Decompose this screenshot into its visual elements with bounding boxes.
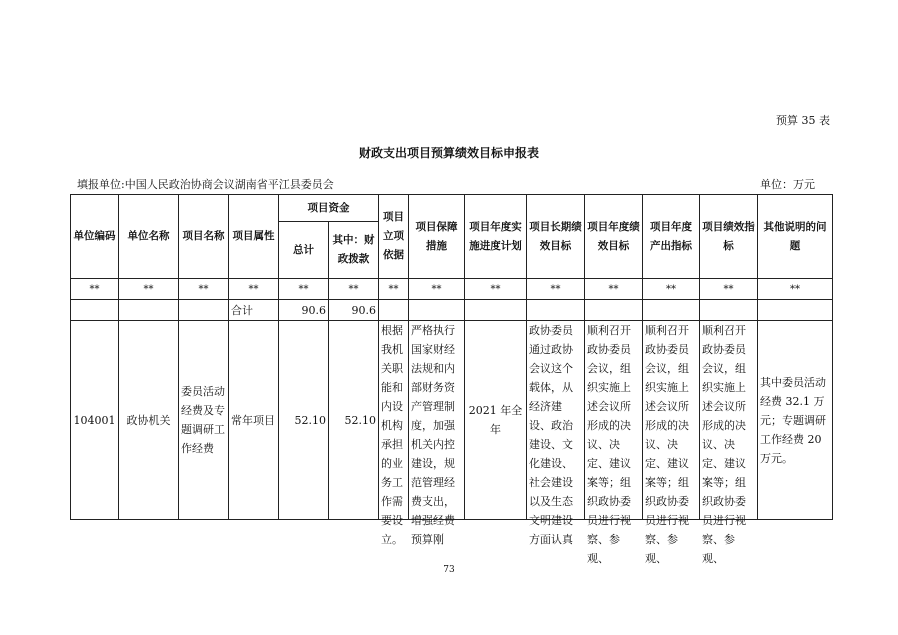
- cell-basis: 根据我机关职能和内设机构承担的业务工作需要设立。: [381, 324, 403, 546]
- total-amount: 90.6: [279, 300, 329, 321]
- page-title: 财政支出项目预算绩效目标申报表: [358, 146, 539, 160]
- header-project-attr: 项目属性: [229, 195, 279, 279]
- cell-output: 顺利召开政协委员会议，组织实施上述会议所形成的决议、决定、建议案等；组织政协委员进行视察、参观、: [645, 324, 689, 565]
- header-long-goal: 项目长期绩效目标: [527, 195, 585, 279]
- cell-fiscal: 52.10: [329, 321, 379, 520]
- cell-unit-name: 政协机关: [119, 321, 179, 520]
- header-funds: 项目资金: [279, 195, 379, 222]
- filler-unit: 填报单位:中国人民政治协商会议湖南省平江县委员会: [77, 178, 334, 191]
- table-row: [71, 321, 833, 520]
- total-fiscal: 90.6: [329, 300, 379, 321]
- star-cell: **: [758, 279, 833, 300]
- cell-long-goal: 政协委员通过政协会议这个载体，从经济建设、政治建设、文化建设、社会建设以及生态文明建设方面认真: [529, 324, 573, 546]
- star-cell: **: [465, 279, 527, 300]
- cell-annual-goal: 顺利召开政协委员会议，组织实施上述会议所形成的决议、决定、建议案等；组织政协委员进行视察、参观、: [587, 324, 631, 565]
- cell-schedule: 2021 年全年: [465, 321, 527, 520]
- cell-project-name: 委员活动经费及专题调研工作经费: [179, 321, 229, 520]
- header-output: 项目年度产出指标: [643, 195, 700, 279]
- currency-unit: 单位：万元: [760, 178, 815, 191]
- cell-total: 52.10: [279, 321, 329, 520]
- star-cell: **: [527, 279, 585, 300]
- star-cell: **: [229, 279, 279, 300]
- star-cell: **: [329, 279, 379, 300]
- header-annual-goal: 项目年度绩效目标: [585, 195, 643, 279]
- header-project-name: 项目名称: [179, 195, 229, 279]
- cell-guarantee: 严格执行国家财经法规和内部财务资产管理制度，加强机关内控建设，规范管理经费支出，增强经费预算刚: [411, 324, 455, 546]
- star-cell: **: [700, 279, 758, 300]
- star-cell: **: [585, 279, 643, 300]
- star-cell: **: [119, 279, 179, 300]
- cell-project-attr: 常年项目: [229, 321, 279, 520]
- cell-notes: 其中委员活动经费 32.1 万元；专题调研工作经费 20 万元。: [758, 321, 833, 520]
- header-notes: 其他说明的问题: [758, 195, 833, 279]
- header-basis: 项目立项依据: [379, 195, 409, 279]
- budget-table: [70, 194, 833, 565]
- star-cell: **: [279, 279, 329, 300]
- cell-unit-code: 104001: [71, 321, 119, 520]
- header-fiscal: 其中：财政拨款: [329, 222, 379, 279]
- star-cell: **: [643, 279, 700, 300]
- star-cell: **: [179, 279, 229, 300]
- header-schedule: 项目年度实施进度计划: [465, 195, 527, 279]
- header-total: 总计: [279, 222, 329, 279]
- total-row: [71, 300, 833, 321]
- header-guarantee: 项目保障措施: [409, 195, 465, 279]
- star-cell: **: [409, 279, 465, 300]
- header-unit-code: 单位编码: [71, 195, 119, 279]
- page-number: 73: [443, 565, 455, 575]
- table-label: 预算 35 表: [776, 114, 830, 127]
- header-unit-name: 单位名称: [119, 195, 179, 279]
- star-cell: **: [71, 279, 119, 300]
- header-indicator: 项目绩效指标: [700, 195, 758, 279]
- star-cell: **: [379, 279, 409, 300]
- cell-indicator: 顺利召开政协委员会议，组织实施上述会议所形成的决议、决定、建议案等；组织政协委员进行视察、参观、: [702, 324, 746, 565]
- star-row: [71, 279, 833, 300]
- total-label: 合计: [229, 300, 279, 321]
